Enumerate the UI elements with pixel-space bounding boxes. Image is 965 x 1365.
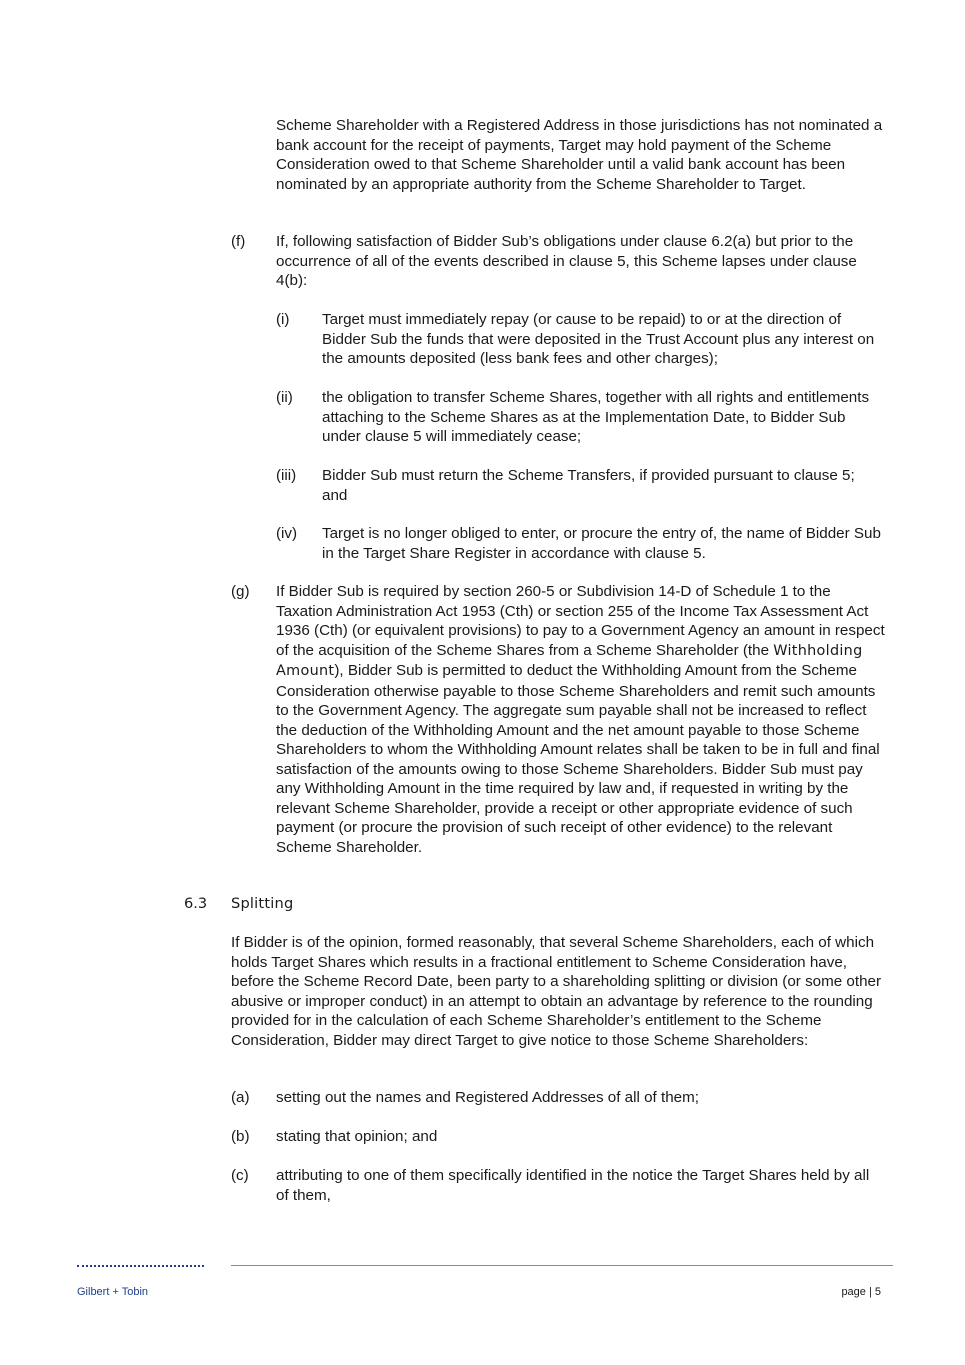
item-text: Target is no longer obliged to enter, or procure the entry of, the name of Bidder Sub in the Target Share Register in accordance with clause 5. [322, 525, 881, 562]
footer-firm-name: Gilbert + Tobin [77, 1286, 149, 1298]
item-label: (c) [231, 1167, 249, 1184]
defined-term: Withholding Amount [276, 642, 863, 679]
item-text: Target must immediately repay (or cause to be repaid) to or at the direction of Bidder Sub the funds that were deposited in the Trust Account plus any interest on the amounts deposited (less bank fees and other charges); [322, 311, 875, 367]
item-text: stating that opinion; and [276, 1128, 438, 1145]
footer-rule [231, 1265, 893, 1266]
item-text: setting out the names and Registered Addresses of all of them; [276, 1089, 699, 1106]
item-label: (i) [276, 311, 290, 328]
item-text: attributing to one of them specifically identified in the notice the Target Shares held by all of them, [276, 1167, 870, 1204]
item-text: Bidder Sub must return the Scheme Transfers, if provided pursuant to clause 5; and [322, 467, 855, 504]
clause-g-text [276, 582, 886, 857]
item-label: (iii) [276, 467, 297, 484]
footer-page-number: page | 5 [841, 1286, 881, 1298]
clause-g-text-before: If Bidder Sub is required by section 260-5 or Subdivision 14-D of Schedule 1 to the Taxation Administration Act 1953 (Cth) or section 255 of the Income Tax Assessment Act 1936 (Cth) (or equivalent provisions) to pay to a Government Agency an amount in respect of the acquisition of the Scheme Shares from a Scheme Shareholder (the [276, 583, 885, 659]
item-label: (ii) [276, 389, 293, 406]
section-title: Splitting [231, 895, 294, 912]
clause-g-text-after: ), Bidder Sub is permitted to deduct the Withholding Amount from the Scheme Consideration otherwise payable to those Scheme Shareholders and remit such amounts to the Government Agency. The aggregate sum payable shall not be increased to reflect the deduction of the Withholding Amount and the net amount payable to those Scheme Shareholders to whom the Withholding Amount relates shall be taken to be in full and final satisfaction of the amounts owing to those Scheme Shareholders. Bidder Sub must pay any Withholding Amount in the time required by law and, if requested in writing by the relevant Scheme Shareholder, provide a receipt or other appropriate evidence of such payment (or procure the provision of such receipt of other evidence) to the relevant Scheme Shareholder. [276, 662, 880, 856]
continuation-paragraph: Scheme Shareholder with a Registered Address in those jurisdictions has not nominated a bank account for the receipt of payments, Target may hold payment of the Scheme Consideration owed to that Scheme Shareholder until a valid bank account has been nominated by an appropriate authority from the Scheme Shareholder to Target. [276, 117, 883, 193]
section-intro: If Bidder is of the opinion, formed reasonably, that several Scheme Shareholders, each of which holds Target Shares which results in a fractional entitlement to Scheme Consideration have, before the Scheme Record Date, been party to a shareholding splitting or division (or some other abusive or improper conduct) in an attempt to obtain an advantage by reference to the rounding provided for in the calculation of each Scheme Shareholder’s entitlement to the Scheme Consideration, Bidder may direct Target to give notice to those Scheme Shareholders: [231, 934, 882, 1049]
item-label: (iv) [276, 525, 298, 542]
clause-f-label: (f) [231, 233, 246, 250]
item-text: the obligation to transfer Scheme Shares, together with all rights and entitlements attaching to the Scheme Shares as at the Implementation Date, to Bidder Sub under clause 5 will immediately cease; [322, 389, 870, 445]
item-label: (a) [231, 1089, 250, 1106]
footer-dotted-rule [77, 1265, 204, 1267]
clause-g-label: (g) [231, 583, 250, 600]
item-label: (b) [231, 1128, 250, 1145]
clause-f-text: If, following satisfaction of Bidder Sub’s obligations under clause 6.2(a) but prior to the occurrence of all of the events described in clause 5, this Scheme lapses under clause 4(b): [276, 233, 857, 289]
section-number: 6.3 [184, 895, 208, 912]
